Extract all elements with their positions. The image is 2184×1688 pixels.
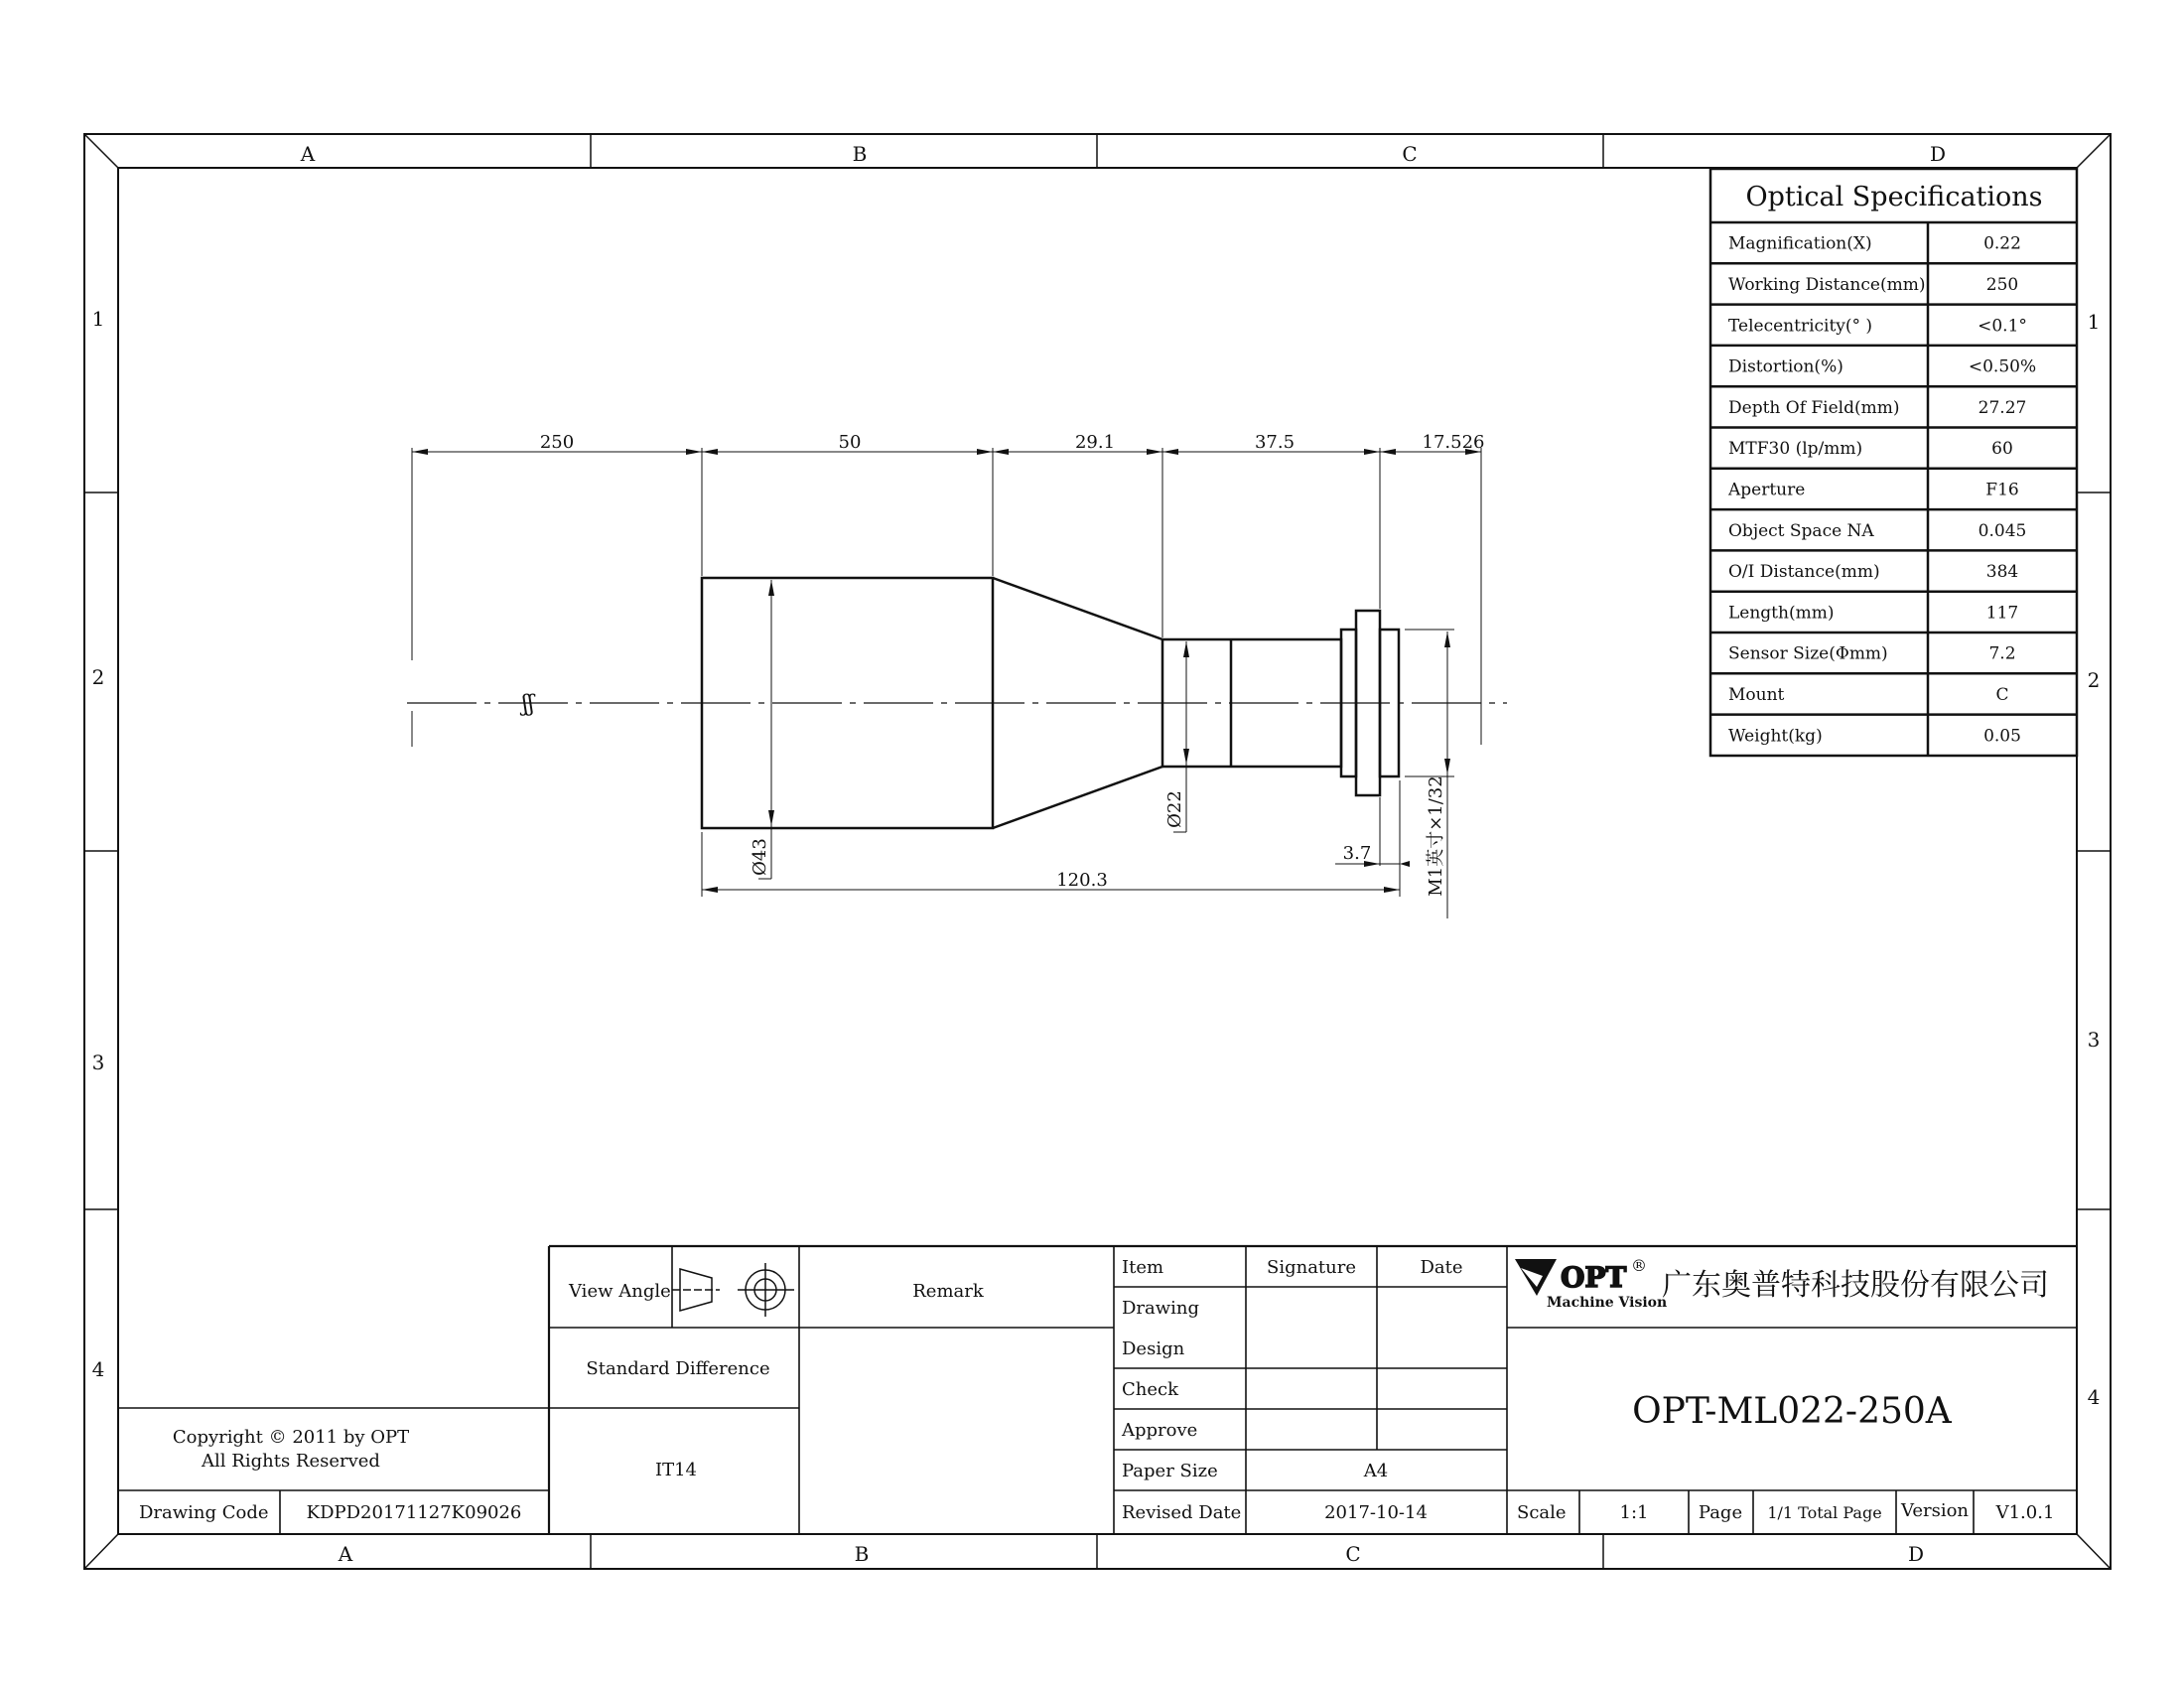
scale-label: Scale (1517, 1502, 1567, 1523)
zone-col-top-a: A (300, 142, 316, 166)
logo-subtitle: Machine Vision (1547, 1295, 1668, 1311)
zone-col-top-d: D (1929, 142, 1947, 166)
spec-label: Magnification(X) (1728, 233, 1872, 254)
spec-value: 0.045 (1978, 520, 2027, 541)
spec-value: C (1995, 684, 2009, 705)
part-number: OPT-ML022-250A (1632, 1391, 1952, 1432)
spec-table-title: Optical Specifications (1745, 182, 2043, 212)
dim-thread: M1英寸×1/32 (1426, 775, 1446, 897)
dim-mid-diameter: Ø22 (1164, 790, 1185, 828)
zone-row-left-3: 3 (91, 1051, 105, 1074)
spec-label: Object Space NA (1728, 520, 1874, 541)
version-value: V1.0.1 (1995, 1502, 2055, 1523)
spec-value: F16 (1985, 480, 2019, 500)
page-value: 1/1 Total Page (1767, 1503, 1882, 1522)
scale-value: 1:1 (1619, 1502, 1649, 1523)
spec-label: MTF30 (lp/mm) (1728, 439, 1863, 460)
standard-difference-label: Standard Difference (586, 1358, 770, 1379)
drawing-code-label: Drawing Code (139, 1502, 269, 1523)
company-name: 广东奥普特科技股份有限公司 (1662, 1268, 2049, 1303)
logo-text: OPT (1561, 1261, 1627, 1294)
spec-label: Aperture (1728, 480, 1806, 500)
zone-row-left-4: 4 (91, 1357, 105, 1381)
spec-value: 384 (1985, 562, 2019, 583)
paper-size-value: A4 (1363, 1461, 1389, 1481)
date-label: Date (1420, 1257, 1463, 1278)
dim-working-distance: 250 (539, 432, 575, 453)
dimension-lines (412, 448, 1481, 918)
zone-col-top-c: C (1402, 142, 1418, 166)
spec-label: Weight(kg) (1728, 726, 1823, 747)
spec-label: Sensor Size(Φmm) (1728, 643, 1888, 664)
zone-row-right-1: 1 (2087, 310, 2101, 334)
dim-segment-4: 17.526 (1422, 432, 1485, 453)
spec-label: Depth Of Field(mm) (1728, 397, 1900, 418)
paper-size-label: Paper Size (1122, 1461, 1218, 1481)
spec-value: 117 (1985, 603, 2019, 624)
copyright-line-2: All Rights Reserved (202, 1451, 380, 1472)
page-label: Page (1698, 1502, 1743, 1523)
zone-row-right-3: 3 (2087, 1028, 2101, 1052)
revised-date-label: Revised Date (1122, 1502, 1242, 1523)
zone-row-right-4: 4 (2087, 1385, 2101, 1409)
title-block (118, 1246, 2077, 1534)
spec-label: Length(mm) (1728, 603, 1835, 624)
spec-value: <0.1° (1978, 316, 2027, 337)
spec-value: 0.05 (1983, 726, 2021, 747)
remark-label: Remark (912, 1281, 984, 1302)
dim-total-length: 120.3 (1056, 870, 1108, 891)
dim-flange: 3.7 (1342, 843, 1372, 864)
drawing-frame (84, 134, 2111, 1569)
signature-label: Signature (1266, 1257, 1357, 1278)
zone-row-right-2: 2 (2087, 668, 2101, 692)
logo-registered-mark: ® (1631, 1256, 1647, 1275)
check-label: Check (1122, 1379, 1179, 1400)
zone-col-bottom-c: C (1345, 1542, 1361, 1566)
drawing-code-value: KDPD20171127K09026 (306, 1502, 522, 1523)
spec-value: 7.2 (1988, 643, 2016, 664)
spec-label: O/I Distance(mm) (1728, 562, 1880, 583)
zone-labels (92, 142, 2101, 1566)
copyright-line-1: Copyright © 2011 by OPT (172, 1427, 410, 1448)
zone-col-bottom-a: A (338, 1542, 353, 1566)
spec-value: 60 (1991, 439, 2013, 460)
break-mark: ʃʃ (522, 692, 534, 717)
zone-col-bottom-b: B (854, 1542, 870, 1566)
zone-row-left-2: 2 (91, 665, 105, 689)
optical-specifications-table (1710, 169, 2077, 756)
item-label: Item (1122, 1257, 1164, 1278)
spec-label: Working Distance(mm) (1728, 274, 1926, 295)
dimension-arrows (412, 449, 1481, 893)
zone-col-bottom-d: D (1907, 1542, 1925, 1566)
spec-value: <0.50% (1968, 356, 2037, 377)
tolerance-value: IT14 (654, 1460, 698, 1480)
design-label: Design (1122, 1338, 1185, 1359)
spec-value: 0.22 (1983, 233, 2021, 254)
dim-segment-1: 50 (838, 432, 862, 453)
revised-date-value: 2017-10-14 (1324, 1502, 1428, 1523)
dimension-labels (519, 432, 1484, 897)
lens-drawing (407, 432, 1507, 918)
view-angle-label: View Angle (569, 1281, 671, 1302)
projection-symbol-icon (672, 1263, 794, 1317)
dim-front-diameter: Ø43 (750, 838, 770, 876)
drawing-label: Drawing (1122, 1298, 1200, 1319)
zone-col-top-b: B (852, 142, 868, 166)
spec-value: 27.27 (1978, 397, 2027, 418)
zone-row-left-1: 1 (91, 307, 105, 331)
dim-segment-3: 37.5 (1254, 432, 1296, 453)
spec-label: Mount (1728, 684, 1785, 705)
approve-label: Approve (1122, 1420, 1198, 1441)
dim-segment-2: 29.1 (1074, 432, 1116, 453)
opt-logo (1515, 1256, 1667, 1311)
spec-label: Telecentricity(° ) (1728, 316, 1873, 337)
spec-label: Distortion(%) (1728, 356, 1843, 377)
version-label: Version (1900, 1500, 1970, 1521)
spec-value: 250 (1985, 274, 2019, 295)
